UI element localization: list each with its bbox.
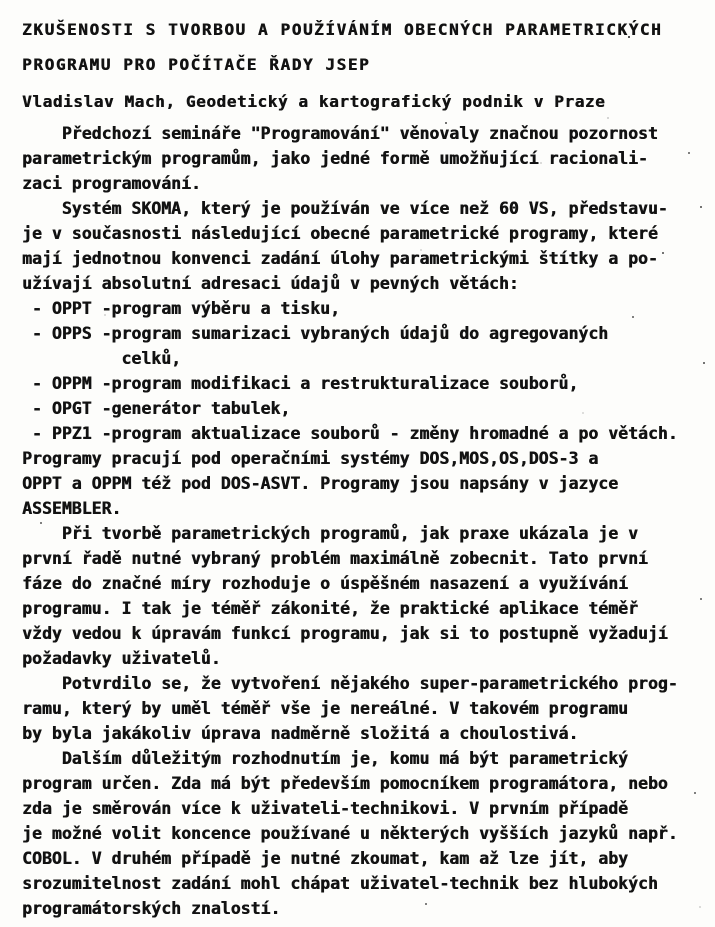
body-line: je v současnosti následující obecné parametrické programy, které [22, 224, 658, 243]
body-line: Systém SKOMA, který je používán ve více než 60 VS, představu- [22, 199, 668, 218]
body-line: fáze do značné míry rozhoduje o úspěšném nasazení a využívání [22, 574, 628, 593]
body-line: ASSEMBLER. [22, 499, 122, 518]
body-line: Potvrdilo se, že vytvoření nějakého super-parametrického prog- [22, 674, 678, 693]
body-line: vždy vedou k úpravám funkcí programu, jak si to postupně vyžadují [22, 624, 668, 643]
body-line: COBOL. V druhém případě je nutné zkoumat, kam až lze jít, aby [22, 849, 628, 868]
body-line: programu. I tak je téměř zákonité, že praktické aplikace téměř [22, 599, 638, 618]
body-line: by byla jakákoliv úprava nadměrně složitá a choulostivá. [22, 724, 579, 743]
body-line: srozumitelnost zadání mohl chápat uživatel-technik bez hlubokých [22, 874, 658, 893]
body-line: Předchozí semináře "Programování" věnovaly značnou pozornost [22, 124, 658, 143]
body-line: zda je směrován více k uživateli-technikovi. V prvním případě [22, 799, 628, 818]
body-line: mají jednotnou konvenci zadání úlohy parametrickými štítky a po- [22, 249, 658, 268]
body-line: programátorských znalostí. [22, 899, 281, 918]
body-line: zaci programování. [22, 174, 201, 193]
author-line: Vladislav Mach, Geodetický a kartografický podnik v Praze [22, 92, 606, 111]
title-line-2: PROGRAMU PRO POČÍTAČE ŘADY JSEP [22, 55, 371, 74]
body-line-list-item: - PPZ1 -program aktualizace souborů - změny hromadné a po větách. [22, 424, 678, 443]
body-line-list-item: - OPPT -program výběru a tisku, [22, 299, 340, 318]
body-line: první řadě nutné vybraný problém maximálně zobecnit. Tato první [22, 549, 648, 568]
body-line: je možné volit koncence používané u některých vyšších jazyků např. [22, 824, 678, 843]
body-line: Programy pracují pod operačními systémy DOS,MOS,OS,DOS-3 a [22, 449, 599, 468]
title-line-1: ZKUŠENOSTI S TVORBOU A POUŽÍVÁNÍM OBECNÝCH PARAMETRICKÝCH [22, 20, 663, 39]
body-line: Při tvorbě parametrických programů, jak praxe ukázala je v [22, 524, 638, 543]
body-line: program určen. Zda má být především pomocníkem programátora, nebo [22, 774, 668, 793]
document-body [0, 121, 715, 921]
body-line-list-item: - OPPS -program sumarizaci vybraných údajů do agregovaných [22, 324, 609, 343]
body-line-list-item: - OPGT -generátor tabulek, [22, 399, 291, 418]
body-line-list-item: celků, [22, 349, 181, 368]
document-title [0, 0, 715, 82]
body-line: užívají absolutní adresaci údajů v pevných větách: [22, 274, 519, 293]
body-line: parametrickým programům, jako jedné formě umožňující racionali- [22, 149, 648, 168]
body-line-list-item: - OPPM -program modifikaci a restrukturalizace souborů, [22, 374, 579, 393]
body-line: Dalším důležitým rozhodnutím je, komu má být parametrický [22, 749, 628, 768]
body-line: ramu, který by uměl téměř vše je nereálné. V takovém programu [22, 699, 628, 718]
body-line: OPPT a OPPM též pod DOS-ASVT. Programy jsou napsány v jazyce [22, 474, 619, 493]
body-line: požadavky uživatelů. [22, 649, 221, 668]
